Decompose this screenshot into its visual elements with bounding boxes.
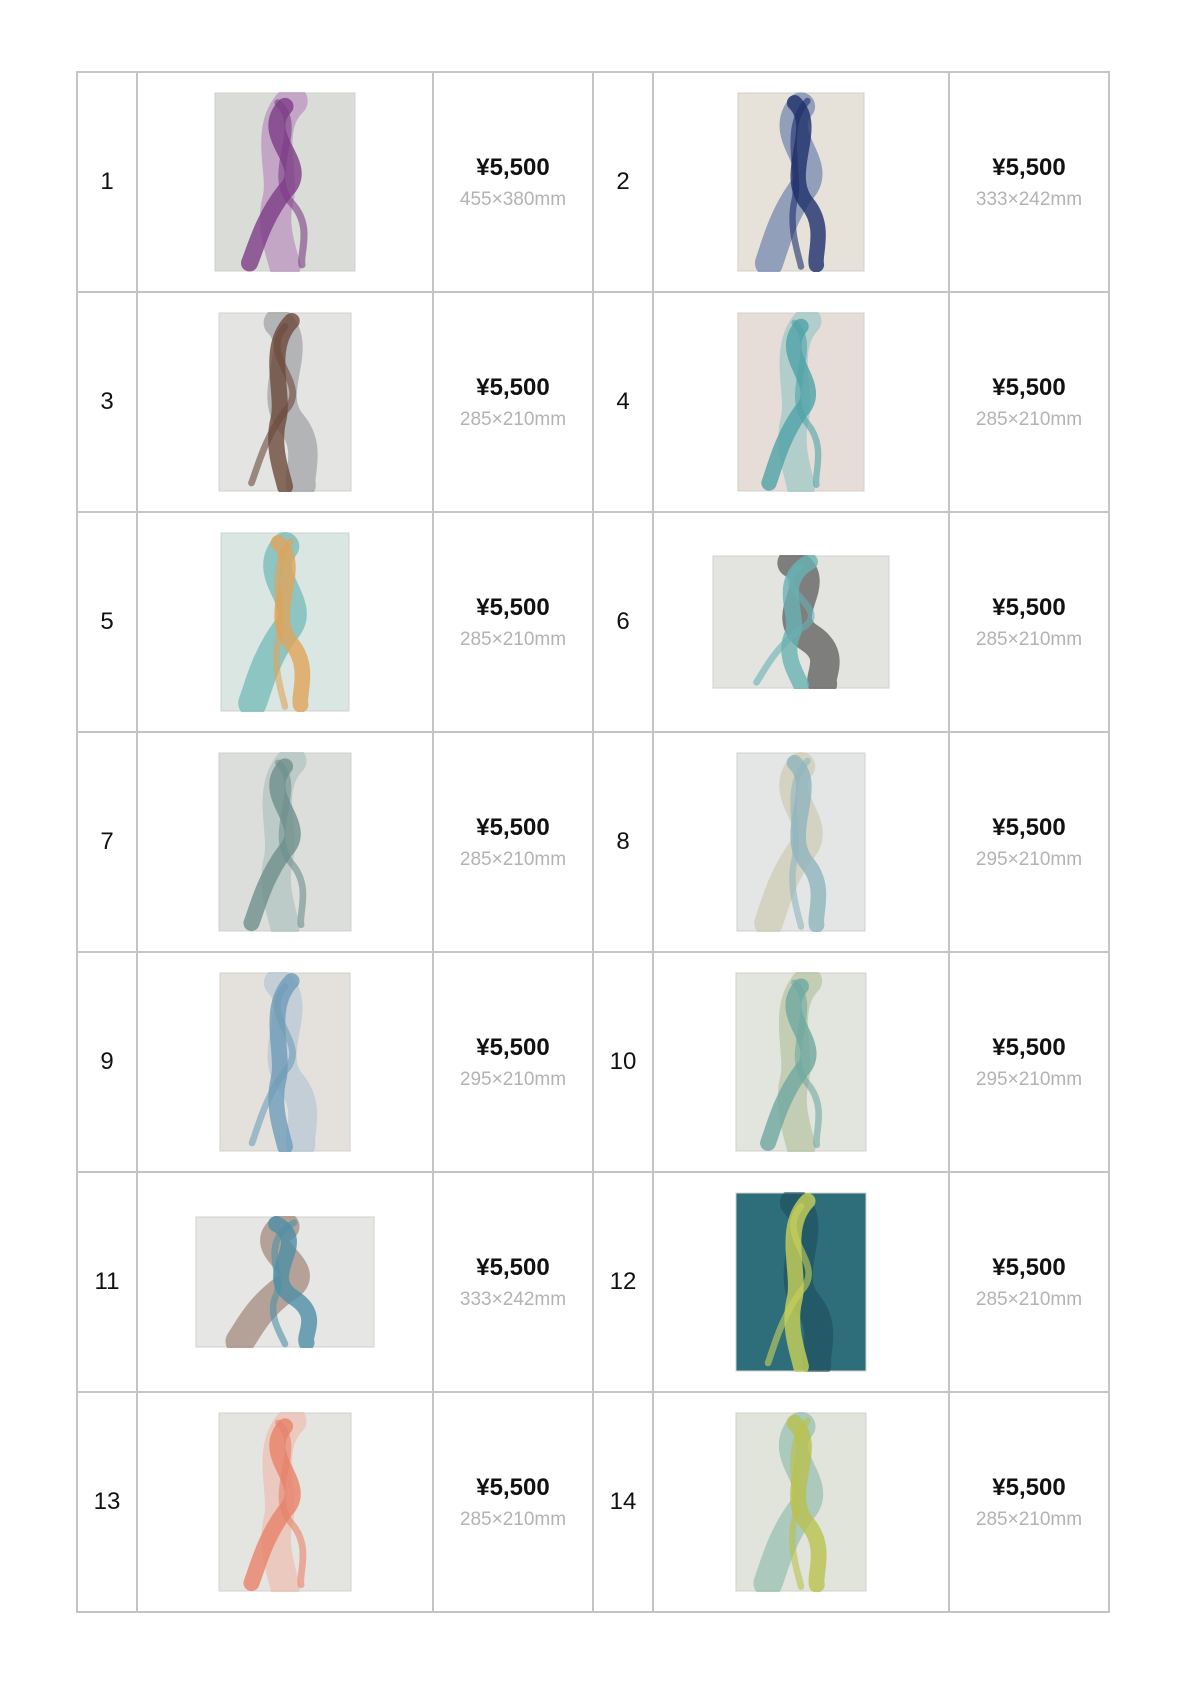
work-dimensions: 285×210mm [975, 1509, 1083, 1530]
watercolor-painting-image [735, 972, 867, 1152]
work-info-cell [949, 1172, 1109, 1392]
work-number: 13 [93, 1488, 121, 1515]
work-number: 7 [100, 828, 114, 855]
watercolor-painting-image [214, 92, 356, 272]
work-number-cell [77, 1172, 137, 1392]
work-price: ¥5,500 [992, 1254, 1066, 1281]
work-dimensions: 295×210mm [459, 1069, 567, 1090]
work-dimensions: 285×210mm [459, 409, 567, 430]
work-number-cell [593, 1172, 653, 1392]
watercolor-painting-image [195, 1216, 375, 1348]
work-price: ¥5,500 [992, 814, 1066, 841]
work-number-cell [593, 512, 653, 732]
work-number-cell [593, 952, 653, 1172]
watercolor-painting-image [737, 92, 865, 272]
work-price: ¥5,500 [476, 1474, 550, 1501]
work-number: 9 [100, 1048, 114, 1075]
artwork-image-cell [137, 292, 433, 512]
work-number: 12 [609, 1268, 637, 1295]
work-info-cell [949, 1392, 1109, 1612]
work-price: ¥5,500 [476, 594, 550, 621]
watercolor-painting-image [712, 555, 890, 689]
work-info-cell [949, 292, 1109, 512]
work-info-cell [949, 512, 1109, 732]
work-price: ¥5,500 [992, 154, 1066, 181]
work-number-cell [77, 72, 137, 292]
work-price: ¥5,500 [992, 594, 1066, 621]
artwork-image-cell [137, 72, 433, 292]
work-dimensions: 285×210mm [459, 629, 567, 650]
work-price: ¥5,500 [992, 1034, 1066, 1061]
work-number: 10 [609, 1048, 637, 1075]
catalog-row [77, 1172, 1109, 1392]
work-number: 14 [609, 1488, 637, 1515]
work-price: ¥5,500 [476, 1034, 550, 1061]
catalog-row [77, 512, 1109, 732]
work-info-cell [949, 952, 1109, 1172]
work-number: 2 [616, 168, 630, 195]
watercolor-painting-image [736, 752, 866, 932]
artwork-image-cell [137, 952, 433, 1172]
artwork-image-cell [137, 732, 433, 952]
artwork-image-cell [137, 1172, 433, 1392]
work-price: ¥5,500 [476, 1254, 550, 1281]
work-number: 5 [100, 608, 114, 635]
artwork-image-cell [653, 1392, 949, 1612]
work-info-cell [433, 1172, 593, 1392]
work-dimensions: 295×210mm [975, 849, 1083, 870]
artwork-image-cell [137, 1392, 433, 1612]
work-dimensions: 285×210mm [975, 629, 1083, 650]
watercolor-painting-image [737, 312, 865, 492]
work-number: 8 [616, 828, 630, 855]
watercolor-painting-image [218, 1412, 352, 1592]
work-dimensions: 333×242mm [975, 189, 1083, 210]
artwork-image-cell [137, 512, 433, 732]
work-info-cell [433, 1392, 593, 1612]
catalog-row [77, 952, 1109, 1172]
work-number-cell [593, 732, 653, 952]
work-price: ¥5,500 [992, 374, 1066, 401]
watercolor-painting-image [219, 972, 351, 1152]
work-number-cell [593, 72, 653, 292]
work-price: ¥5,500 [476, 374, 550, 401]
work-info-cell [949, 732, 1109, 952]
watercolor-painting-image [220, 532, 350, 712]
work-info-cell [949, 72, 1109, 292]
artwork-image-cell [653, 732, 949, 952]
work-dimensions: 285×210mm [459, 1509, 567, 1530]
work-dimensions: 285×210mm [975, 1289, 1083, 1310]
artwork-image-cell [653, 72, 949, 292]
work-number: 3 [100, 388, 114, 415]
work-number-cell [77, 952, 137, 1172]
work-dimensions: 333×242mm [459, 1289, 567, 1310]
artwork-image-cell [653, 952, 949, 1172]
work-number: 4 [616, 388, 630, 415]
catalog-row [77, 732, 1109, 952]
work-number: 11 [94, 1268, 120, 1295]
work-price: ¥5,500 [476, 814, 550, 841]
artwork-image-cell [653, 292, 949, 512]
work-number-cell [593, 1392, 653, 1612]
work-number: 1 [100, 168, 114, 195]
watercolor-painting-image [735, 1412, 867, 1592]
catalog-row [77, 1392, 1109, 1612]
artwork-image-cell [653, 512, 949, 732]
work-dimensions: 295×210mm [975, 1069, 1083, 1090]
watercolor-painting-image [735, 1192, 867, 1372]
work-info-cell [433, 72, 593, 292]
work-dimensions: 285×210mm [459, 849, 567, 870]
artwork-image-cell [653, 1172, 949, 1392]
artwork-catalog-table [76, 71, 1110, 1613]
work-number: 6 [616, 608, 630, 635]
work-info-cell [433, 952, 593, 1172]
work-number-cell [77, 732, 137, 952]
work-info-cell [433, 512, 593, 732]
work-price: ¥5,500 [992, 1474, 1066, 1501]
catalog-row [77, 72, 1109, 292]
catalog-body [77, 72, 1109, 1612]
work-info-cell [433, 732, 593, 952]
work-number-cell [77, 292, 137, 512]
work-price: ¥5,500 [476, 154, 550, 181]
watercolor-painting-image [218, 752, 352, 932]
catalog-row [77, 292, 1109, 512]
work-number-cell [77, 1392, 137, 1612]
work-info-cell [433, 292, 593, 512]
work-dimensions: 285×210mm [975, 409, 1083, 430]
watercolor-painting-image [218, 312, 352, 492]
work-number-cell [77, 512, 137, 732]
work-dimensions: 455×380mm [459, 189, 567, 210]
work-number-cell [593, 292, 653, 512]
